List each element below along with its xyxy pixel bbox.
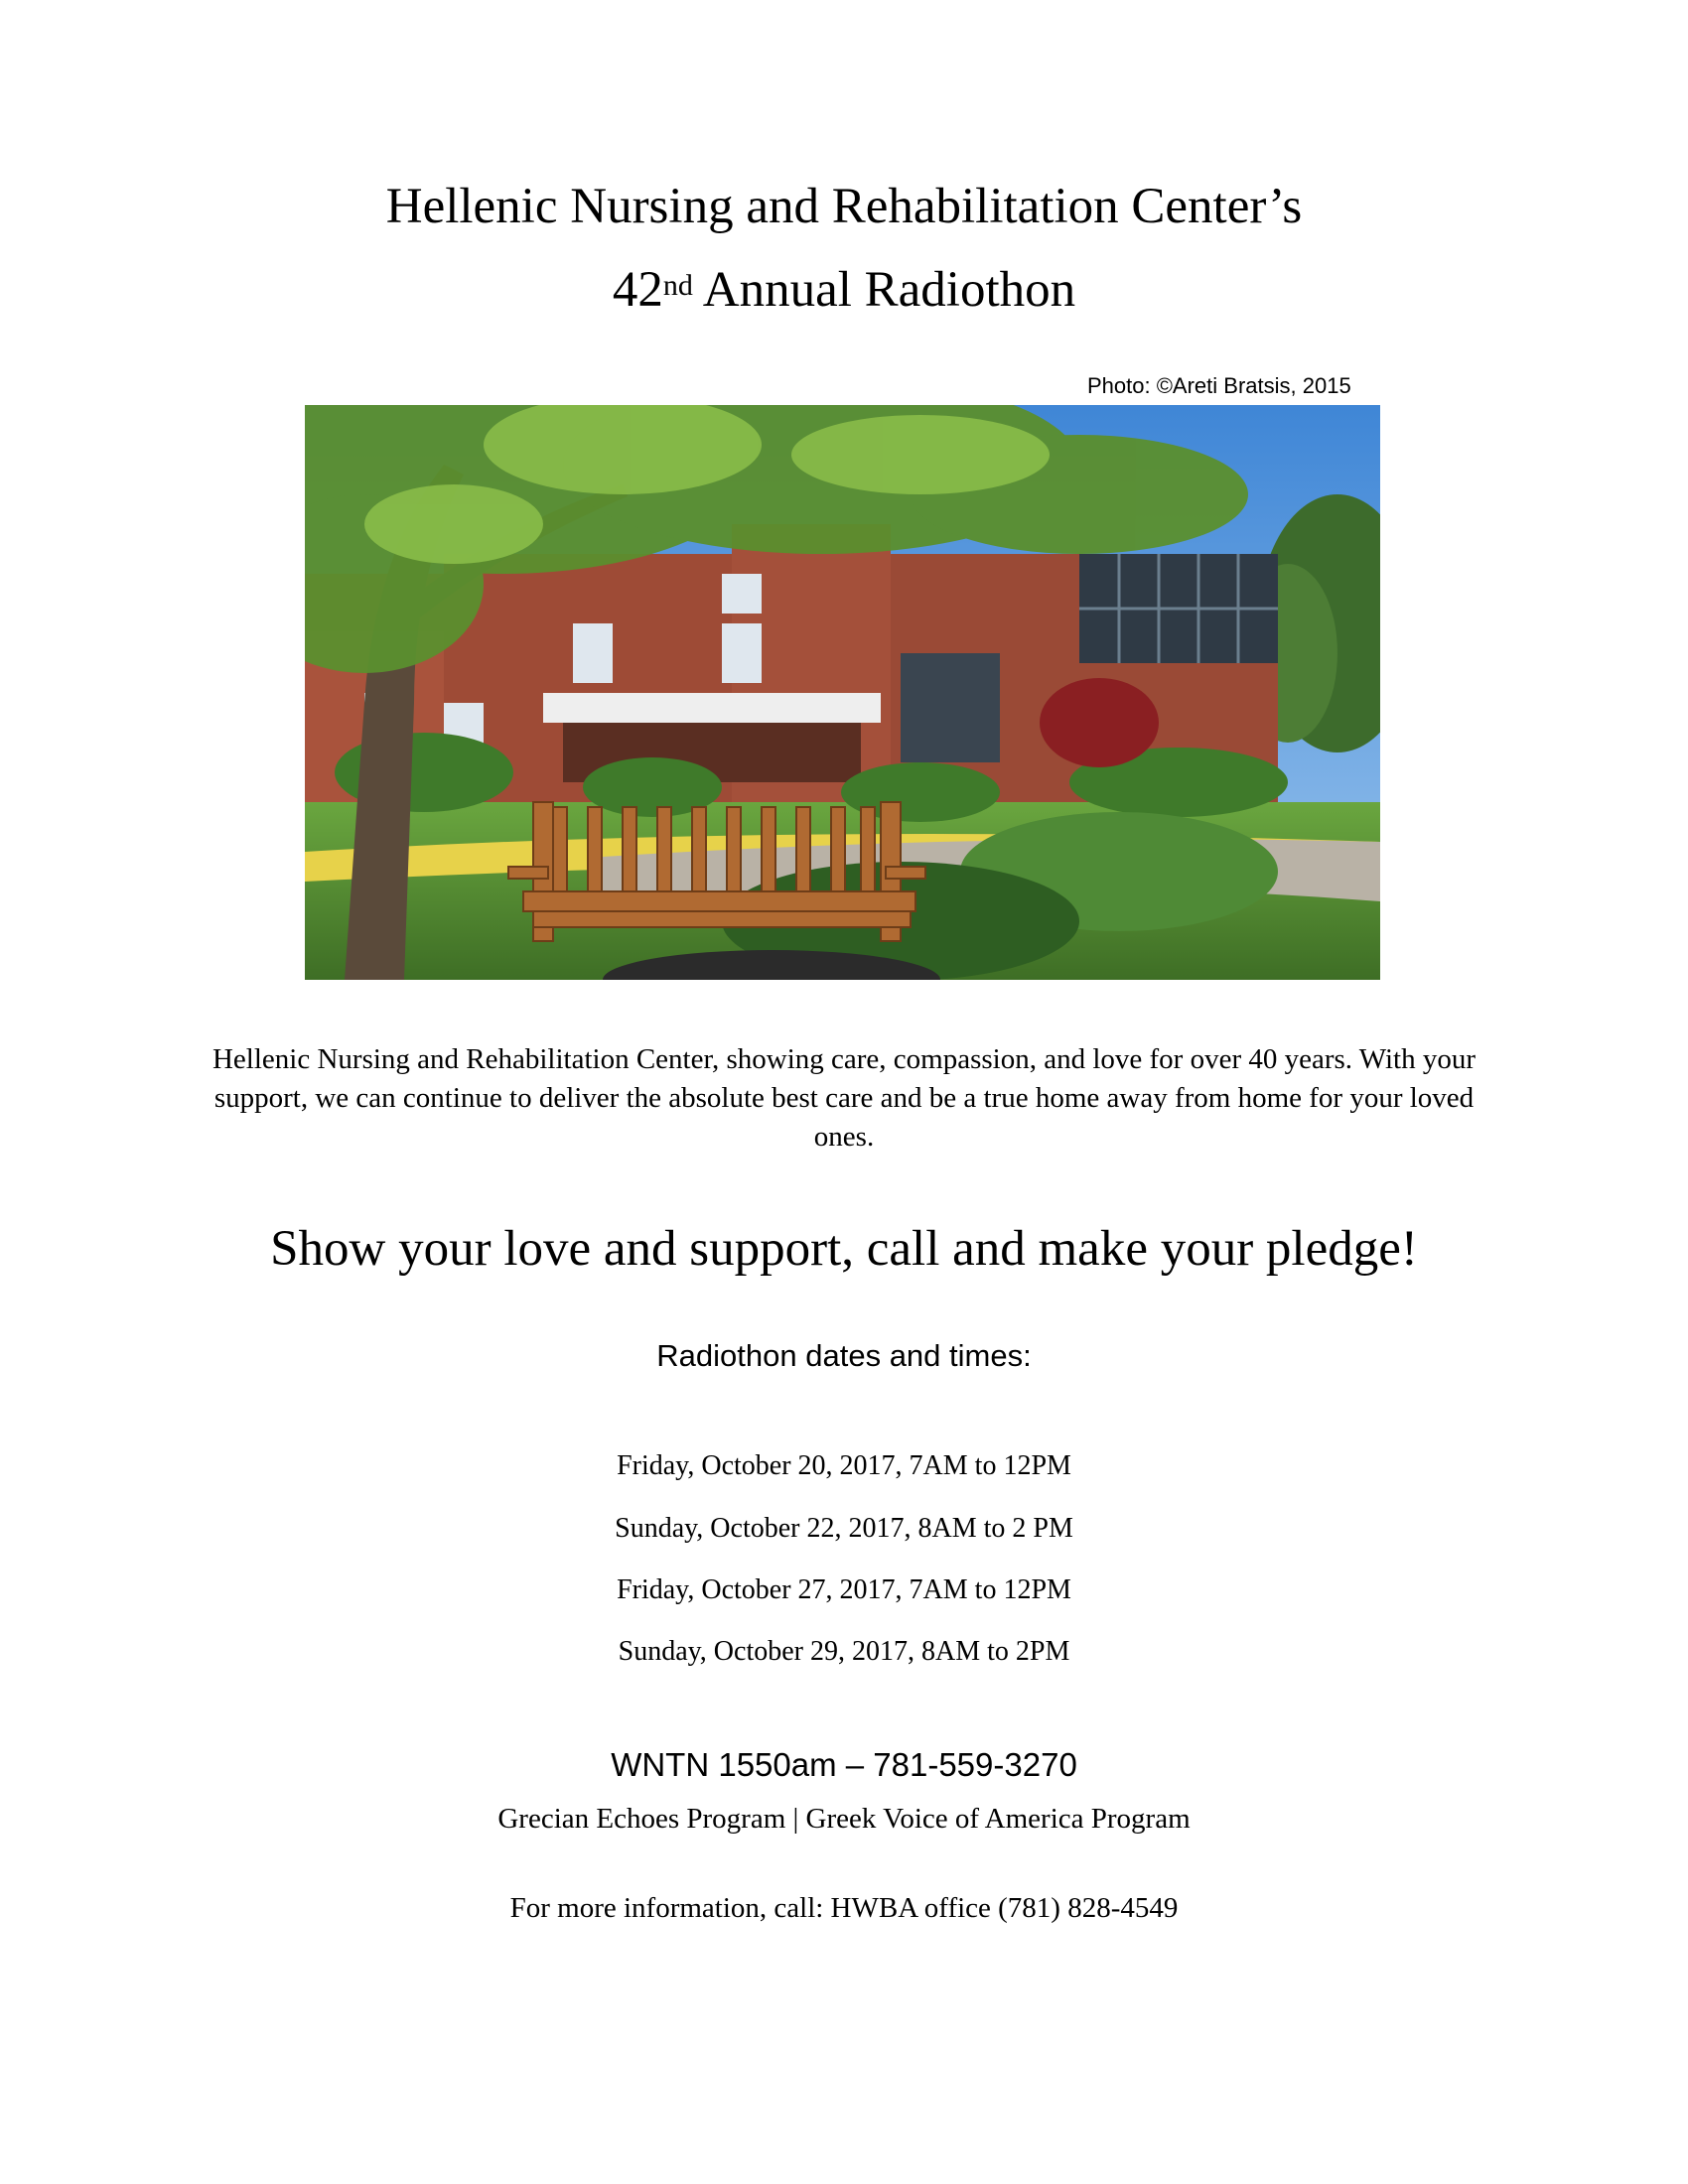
date-item: Friday, October 20, 2017, 7AM to 12PM [617,1450,1071,1481]
radio-station: WNTN 1550am – 781-559-3270 [611,1746,1077,1783]
title-line-1: Hellenic Nursing and Rehabilitation Center’s [385,179,1303,234]
intro-paragraph: Hellenic Nursing and Rehabilitation Center, showing care, compassion, and love for over 40 years. With your support, we can continue to deliver the absolute best care and be a true home away from home for your loved ones. [211,1043,1476,1153]
contact-info: For more information, call: HWBA office (781) 828-4549 [509,1892,1179,1924]
pledge-heading: Show your love and support, call and make your pledge! [270,1221,1418,1277]
programs: Grecian Echoes Program | Greek Voice of America Program [497,1803,1191,1835]
building-photo-icon [305,405,1380,980]
date-item: Sunday, October 22, 2017, 8AM to 2 PM [615,1513,1073,1544]
date-item: Friday, October 27, 2017, 7AM to 12PM [617,1574,1071,1605]
dates-heading: Radiothon dates and times: [656,1338,1032,1373]
title-line-2 [0,260,1688,320]
ordinal-suffix: nd [662,269,693,302]
anniversary-number: 42 [612,262,663,318]
building-photo [305,405,1380,980]
photo-credit: Photo: ©Areti Bratsis, 2015 [1087,373,1351,398]
date-item: Sunday, October 29, 2017, 8AM to 2PM [618,1636,1070,1667]
title-line-2-text: Annual Radiothon [692,262,1076,318]
